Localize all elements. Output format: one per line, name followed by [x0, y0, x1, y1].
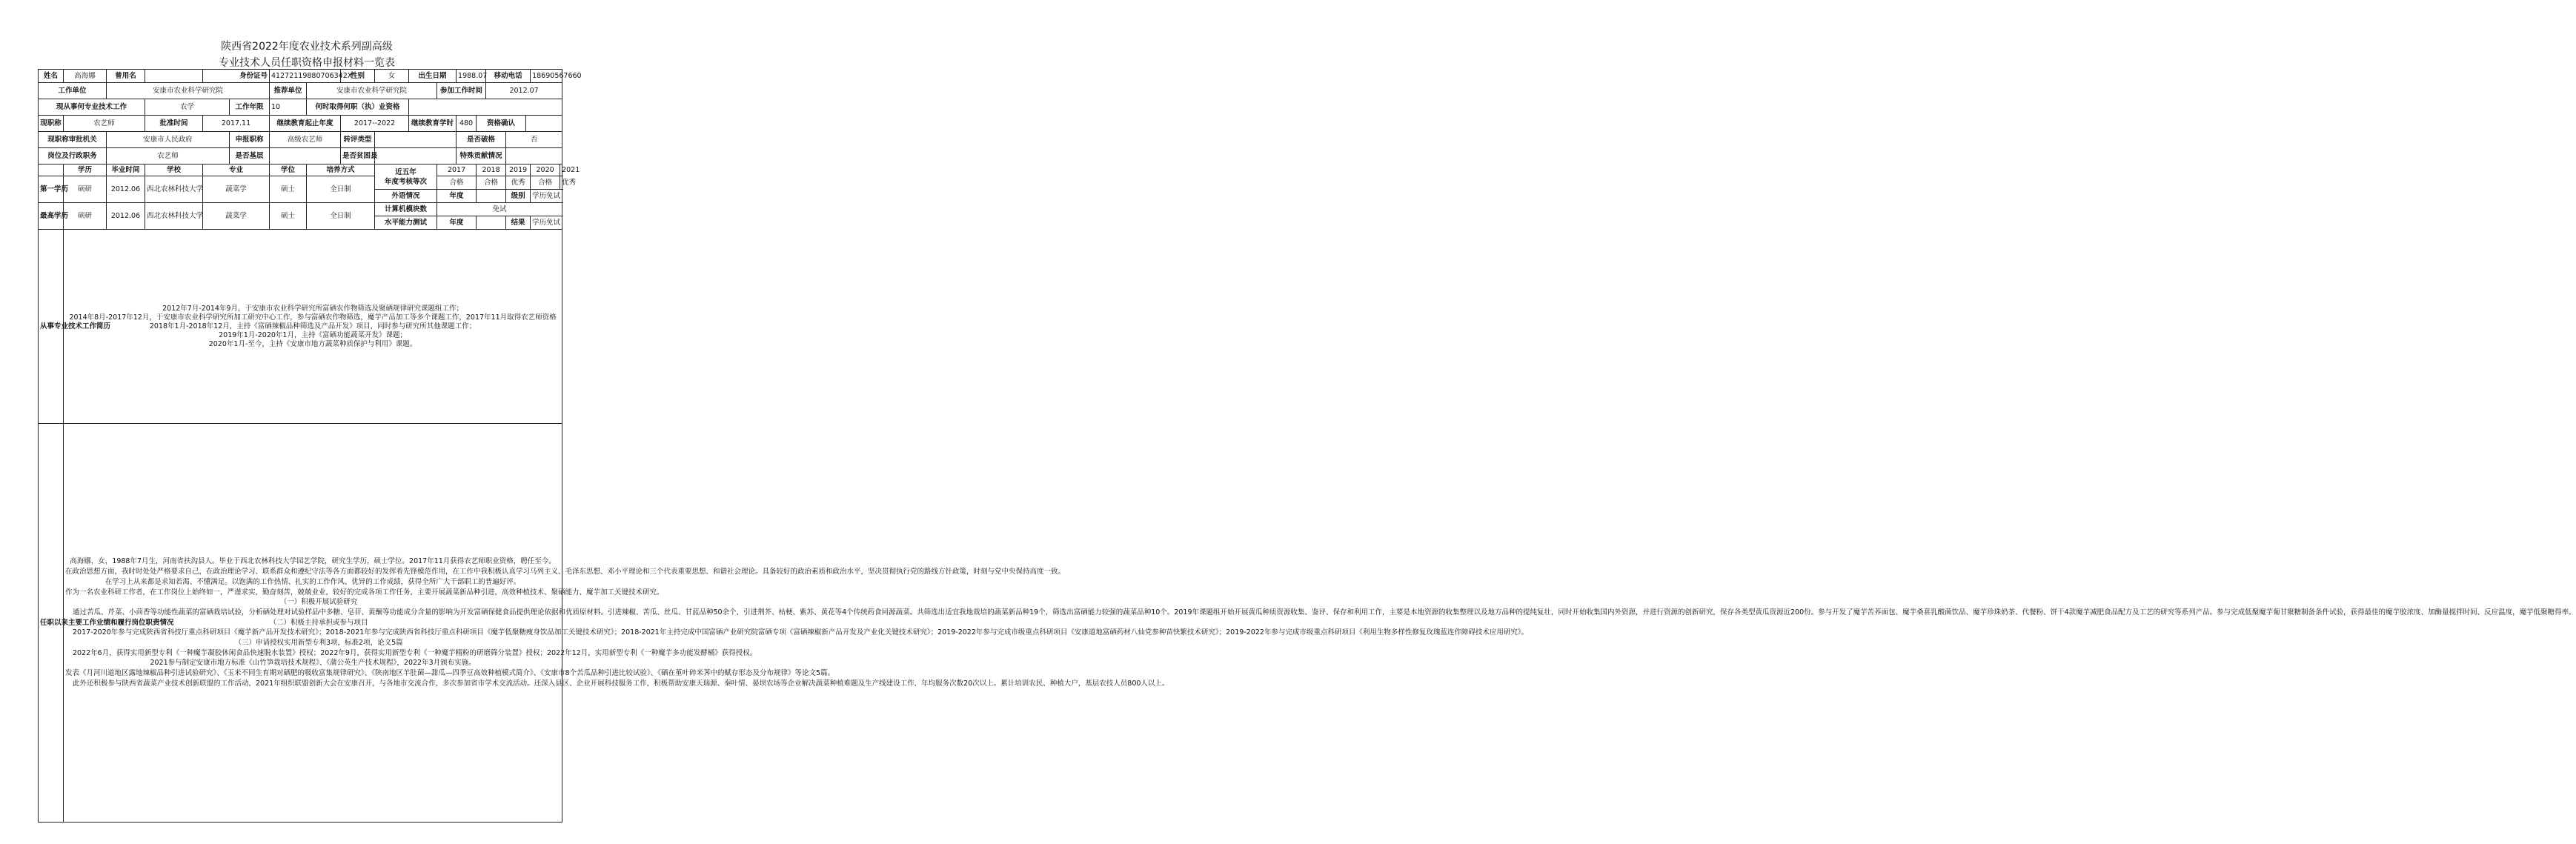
assess-header-line1: 近五年 [395, 167, 416, 176]
assess-year-3: 2020 [531, 165, 560, 176]
performance-label: 任职以来主要工作业绩和履行岗位职责情况 [39, 424, 64, 823]
first-edu-school: 西北农林科技大学 [145, 176, 203, 203]
assess-result-1: 合格 [477, 176, 506, 190]
phone-value: 18690567660 [531, 70, 562, 83]
ability-year-label: 年度 [437, 216, 477, 230]
performance-heading: （二）积极主持承担或参与项目 [269, 618, 368, 627]
top-edu-mode: 全日制 [307, 203, 375, 230]
foreign-level-value: 学历免试 [531, 190, 562, 203]
top-edu-label: 最高学历 [39, 203, 64, 230]
top-edu-school: 西北农林科技大学 [145, 203, 203, 230]
assess-result-4: 优秀 [560, 176, 562, 190]
career-line: 2014年8月-2017年12月，于安康市农业科学研究所加工研究中心工作，参与富硒农作物筛选，魔芋产品加工等多个课题工作，2017年11月取得农艺师资格 [69, 313, 557, 322]
exception-label: 是否破格 [457, 132, 506, 148]
assess-result-3: 合格 [531, 176, 560, 190]
applicant-info-table [38, 69, 2576, 823]
id-label: 身份证号 [203, 70, 270, 83]
performance-paragraph: 2021参与制定安康市地方标准《山竹笋栽培技术规程》、《蒲公英生产技术规程》，2022年3月颁布实施。 [150, 659, 476, 668]
first-edu-grad-time: 2012.06 [107, 176, 145, 203]
birth-value: 1988.07 [457, 70, 486, 83]
years-label: 工作年限 [230, 99, 270, 116]
start-work-value: 2012.07 [486, 83, 562, 99]
first-edu-major: 蔬菜学 [203, 176, 270, 203]
former-name-value [145, 70, 203, 83]
title-value: 农艺师 [64, 116, 145, 132]
performance-paragraph: 高海娜，女，1988年7月生，河南省扶沟县人。毕业于西北农林科技大学园艺学院，研究生学历，硕士学位。2017年11月获得农艺师职业资格，聘任至今。 [70, 557, 556, 566]
top-edu-degree2: 硕士 [270, 203, 307, 230]
degree-header: 学历 [64, 165, 107, 176]
performance-paragraph: 在学习上从来都是求知若渴、不懂满足。以饱满的工作热情、扎实的工作作风、优异的工作成绩，获得全所广大干部职工的普遍好评。 [104, 577, 521, 586]
gender-label: 性别 [341, 70, 375, 83]
performance-paragraph: 通过苦瓜、芹菜、小茴香等功能性蔬菜的富硒栽培试验，分析硒处理对试验样品中多糖、皂苷、黄酮等功能成分含量的影响为开发富硒保健食品提供理论依据和优质原材料。引进辣椒、苦瓜、丝瓜、甘蓝品种50余个，引进荆芥、枯梗、紫苏、黄花等4个传统药食同源蔬菜。共筛选出适宜我地栽培的蔬菜新品种19个，筛选出富硒能力较强的蔬菜品种10个。2019年课题组开始开展黄瓜种质资源收集、鉴评、保存和利用工作，主要是本地资源的收集整理以及地方品种的提纯复壮，同时开始收集国内外资源，并进行资源的创新研究，保存各类型黄瓜资源近200份。参与开发了魔芋苦荞面包、魔芋桑葚乳酸菌饮品、魔芋珍珠奶茶、代餐粉、饼干4款魔芋减肥食品配方及工艺的研究等系列产品。参与完成低聚魔芋葡甘聚糖制备条件试验，获得最佳的魔芋胶浓度、加酶量搅拌时间、反应温度，魔芋低聚糖得率。 [73, 608, 2576, 617]
former-name-label: 曾用名 [107, 70, 145, 83]
foreign-level-label: 级别 [506, 190, 531, 203]
ability-test-label: 水平能力测试 [375, 216, 437, 230]
title-label: 现职称 [39, 116, 64, 132]
qualification-value [409, 99, 562, 116]
years-value: 10 [270, 99, 307, 116]
post-value: 农艺师 [107, 148, 230, 165]
post-label: 岗位及行政职务 [39, 148, 107, 165]
name-value: 高海娜 [64, 70, 107, 83]
edu-hours-value: 480 [457, 116, 477, 132]
computer-label: 计算机模块数 [375, 203, 437, 216]
transfer-label: 转评类型 [341, 132, 375, 148]
first-edu-label: 第一学历 [39, 176, 64, 203]
major-header: 专业 [203, 165, 270, 176]
first-edu-degree: 硕研 [64, 176, 107, 203]
edu-period-label: 继续教育起止年度 [270, 116, 341, 132]
career-text [64, 230, 562, 424]
career-line: 2018年1月-2018年12月，主持《富硒辣椒品种筛选及产品开发》项目，同时参与研究所其他课题工作； [149, 322, 477, 330]
edu-header-blank [39, 165, 64, 176]
performance-paragraph: 发表《月河川道地区露地辣椒品种引进试验研究》、《玉米不同生育期对硒肥的吸收富集规律研究》、《陕南地区羊肚菌—甜瓜—四季豆高效种植模式简介》、《安康市8个苦瓜品种引进比较试验》、《硒在堇叶碎米荠中的赋存形态及分布规律》等论文5篇。 [65, 669, 835, 678]
ability-year-value [477, 216, 506, 230]
ability-result-label: 结果 [506, 216, 531, 230]
name-label: 姓名 [39, 70, 64, 83]
career-label: 从事专业技术工作简历 [39, 230, 64, 424]
unit-value: 安康市农业科学研究院 [107, 83, 270, 99]
assess-year-4: 2021 [560, 165, 562, 176]
gender-value: 女 [375, 70, 409, 83]
apply-label: 申报职称 [230, 132, 270, 148]
top-edu-grad-time: 2012.06 [107, 203, 145, 230]
performance-paragraph: 2017-2020年参与完成陕西省科技厅重点科研项目《魔芋新产品开发技术研究》；2018-2021年参与完成陕西省科技厅重点科研项目《魔芋低聚糖瘦身饮品加工关键技术研究》；2018-2021年主持完成中国富硒产业研究院富硒专项《富硒辣椒新产品开发及产业化关键技术研究》；2019-2022年参与完成市级重点科研项目《安康道地富硒药材八仙党参种苗快繁技术研究》；2019-2022年参与完成市级重点科研项目《利用生物多样性修复玫瑰蓝连作障碍技术应用研究》。 [73, 628, 1529, 637]
top-edu-major: 蔬菜学 [203, 203, 270, 230]
birth-label: 出生日期 [409, 70, 457, 83]
id-value: 41272119880706342X [270, 70, 341, 83]
assess-year-2: 2019 [506, 165, 531, 176]
confirm-value [526, 116, 562, 132]
foreign-year-label: 年度 [437, 190, 477, 203]
unit-label: 工作单位 [39, 83, 107, 99]
grad-time-header: 毕业时间 [107, 165, 145, 176]
degree2-header: 学位 [270, 165, 307, 176]
transfer-value [375, 132, 457, 148]
school-header: 学校 [145, 165, 203, 176]
performance-heading: （一）积极开展试验研究 [279, 598, 358, 607]
special-label: 特殊贡献情况 [457, 148, 506, 165]
organ-value: 安康市人民政府 [107, 132, 230, 148]
form-title-line1: 陕西省2022年度农业技术系列副高级 [221, 41, 393, 53]
grassroots-label: 是否基层 [230, 148, 270, 165]
top-edu-degree: 硕研 [64, 203, 107, 230]
first-edu-mode: 全日制 [307, 176, 375, 203]
career-line: 2019年1月-2020年1月，主持《富硒功能蔬菜开发》课题； [219, 330, 407, 339]
foreign-label: 外语情况 [375, 190, 437, 203]
organ-label: 现职称审批机关 [39, 132, 107, 148]
poverty-label: 是否贫困县 [341, 148, 375, 165]
apply-value: 高级农艺师 [270, 132, 341, 148]
qualification-label: 何时取得何职（执）业资格 [307, 99, 409, 116]
performance-paragraph: 在政治思想方面，我时时处处严格要求自己，在政治理论学习、联系群众和遵纪守法等各方面都较好的发挥着先锋模范作用，在工作中我积极认真学习马列主义、毛泽东思想、邓小平理论和三个代表重要思想、和谐社会理论。具备较好的政治素质和政治水平，坚决贯彻执行党的路线方针政策，时刻与党中央保持高度一致。 [65, 568, 1066, 576]
field-label: 现从事何专业技术工作 [39, 99, 145, 116]
recommend-label: 推荐单位 [270, 83, 307, 99]
special-value [506, 148, 562, 165]
performance-paragraph: 此外还积极参与陕西省蔬菜产业技术创新联盟的工作活动，2021年组织联盟创新大会在安康召开，与各地市交流合作，多次参加省市学术交流活动。还深入县区、企业开展科技服务工作，积极帮助安康天瑞源、秦叶情、晏坝农场等企业解决蔬菜种植难题及生产线建设工作，年均服务次数20次以上。累计培训农民、种植大户，基层农技人员800人以上。 [73, 679, 1169, 688]
edu-hours-label: 继续教育学时 [409, 116, 457, 132]
approve-label: 批准时间 [145, 116, 203, 132]
form-title-line2: 专业技术人员任职资格申报材料一览表 [219, 57, 395, 69]
approve-value: 2017.11 [203, 116, 270, 132]
start-work-label: 参加工作时间 [437, 83, 486, 99]
assess-year-1: 2018 [477, 165, 506, 176]
assess-header-line2: 年度考核等次 [385, 177, 428, 186]
career-line: 2012年7月-2014年9月，于安康市农业科学研究所富硒农作物筛选及聚硒规律研究课题组工作； [162, 304, 463, 313]
performance-heading: （三）申请授权实用新型专利3项，标准2项，论文5篇 [234, 639, 403, 648]
first-edu-degree2: 硕士 [270, 176, 307, 203]
exception-value: 否 [506, 132, 562, 148]
poverty-value [375, 148, 457, 165]
edu-period-value: 2017--2022 [341, 116, 409, 132]
performance-paragraph: 作为一名农业科研工作者，在工作岗位上始终如一，严谨求实，勤奋刻苦，兢兢业业，较好的完成各项工作任务，主要开展蔬菜新品种引进，高效种植技术、聚硒能力、魔芋加工关键技术研究。 [65, 588, 664, 597]
performance-paragraph: 2022年6月，获得实用新型专利《一种魔芋凝胶休闲食品快速脱水装置》授权；2022年9月，获得实用新型专利《一种魔芋精粉的研磨筛分装置》授权；2022年12月，实用新型专利《一种魔芋多功能发酵桶》获得授权。 [73, 648, 757, 657]
confirm-label: 资格确认 [477, 116, 526, 132]
grassroots-value [270, 148, 341, 165]
assess-header [375, 165, 437, 190]
assess-result-2: 优秀 [506, 176, 531, 190]
field-value: 农学 [145, 99, 230, 116]
recommend-value: 安康市农业科学研究院 [307, 83, 437, 99]
computer-value: 免试 [437, 203, 562, 216]
foreign-year-value [477, 190, 506, 203]
assess-result-0: 合格 [437, 176, 477, 190]
phone-label: 移动电话 [486, 70, 531, 83]
mode-header: 培养方式 [307, 165, 375, 176]
assess-year-0: 2017 [437, 165, 477, 176]
career-line: 2020年1月-至今，主持《安康市地方蔬菜种质保护与利用》课题。 [208, 339, 417, 348]
ability-result-value: 学历免试 [531, 216, 562, 230]
